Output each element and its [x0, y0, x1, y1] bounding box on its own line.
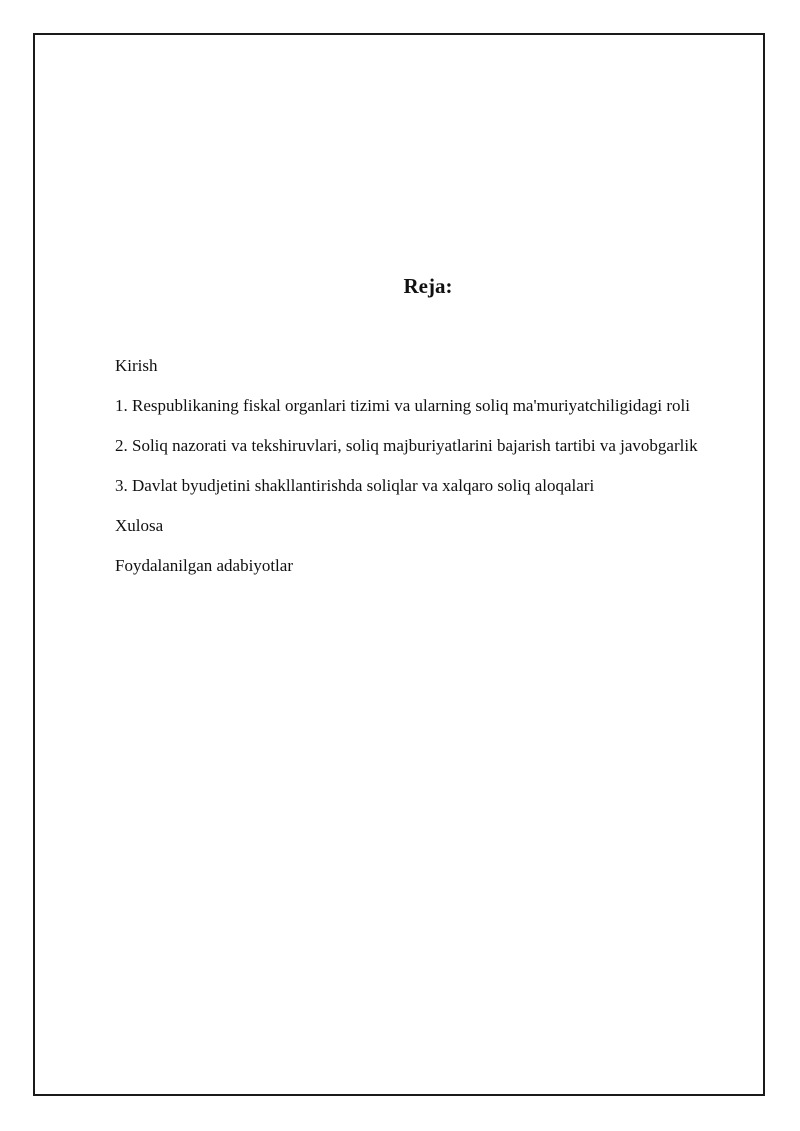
table-of-contents [115, 350, 735, 590]
toc-item-introduction: Kirish [115, 356, 158, 375]
toc-item-chapter-2: 2. Soliq nazorati va tekshiruvlari, soliq majburiyatlarini bajarish tartibi va javobgarlik [115, 436, 698, 455]
toc-item-conclusion: Xulosa [115, 516, 164, 535]
page-title: Reja: [403, 274, 453, 298]
toc-item-references: Foydalanilgan adabiyotlar [115, 556, 293, 575]
toc-item-chapter-3: 3. Davlat byudjetini shakllantirishda soliqlar va xalqaro soliq aloqalari [115, 476, 595, 495]
toc-item-chapter-1: 1. Respublikaning fiskal organlari tizimi va ularning soliq ma'muriyatchiligidagi roli [115, 396, 690, 415]
